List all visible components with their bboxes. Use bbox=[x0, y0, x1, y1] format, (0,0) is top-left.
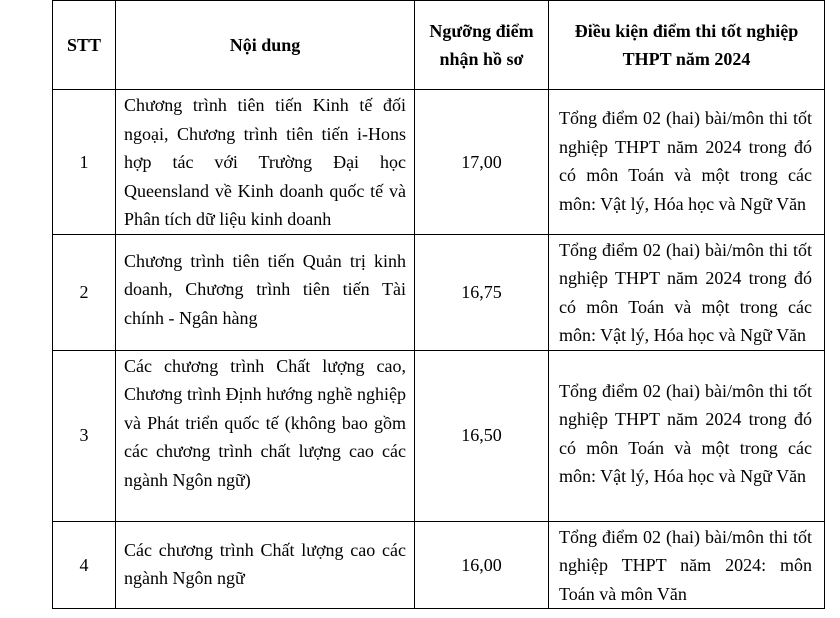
header-content: Nội dung bbox=[116, 1, 415, 90]
row-content: Các chương trình Chất lượng cao các ngành Ngôn ngữ bbox=[116, 521, 415, 609]
header-threshold-label: Ngưỡng điểm nhận hồ sơ bbox=[429, 20, 534, 69]
header-stt: STT bbox=[53, 1, 116, 90]
row-threshold: 16,75 bbox=[415, 234, 549, 350]
row-content: Chương trình tiên tiến Kinh tế đối ngoại, Chương trình tiên tiến i-Hons hợp tác với Trường Đại học Queensland về Kinh doanh quốc tế và Phân tích dữ liệu kinh doanh bbox=[116, 90, 415, 235]
header-condition-label: Điều kiện điểm thi tốt nghiệp THPT năm 2024 bbox=[574, 20, 799, 69]
table-row bbox=[53, 234, 825, 350]
row-condition: Tổng điểm 02 (hai) bài/môn thi tốt nghiệp THPT năm 2024 trong đó có môn Toán và một trong các môn: Vật lý, Hóa học và Ngữ Văn bbox=[549, 350, 825, 521]
admission-threshold-table bbox=[52, 0, 825, 609]
table-row bbox=[53, 90, 825, 235]
row-threshold: 16,50 bbox=[415, 350, 549, 521]
row-stt: 3 bbox=[53, 350, 116, 521]
row-threshold: 16,00 bbox=[415, 521, 549, 609]
row-condition: Tổng điểm 02 (hai) bài/môn thi tốt nghiệp THPT năm 2024 trong đó có môn Toán và một trong các môn: Vật lý, Hóa học và Ngữ Văn bbox=[549, 90, 825, 235]
row-content: Các chương trình Chất lượng cao, Chương trình Định hướng nghề nghiệp và Phát triển quốc tế (không bao gồm các chương trình chất lượng cao các ngành Ngôn ngữ) bbox=[116, 350, 415, 521]
row-stt: 4 bbox=[53, 521, 116, 609]
row-condition: Tổng điểm 02 (hai) bài/môn thi tốt nghiệp THPT năm 2024 trong đó có môn Toán và một trong các môn: Vật lý, Hóa học và Ngữ Văn bbox=[549, 234, 825, 350]
table-row bbox=[53, 350, 825, 521]
row-stt: 2 bbox=[53, 234, 116, 350]
table-row bbox=[53, 521, 825, 609]
header-condition bbox=[549, 1, 825, 90]
header-row bbox=[53, 1, 825, 90]
row-threshold: 17,00 bbox=[415, 90, 549, 235]
row-content: Chương trình tiên tiến Quản trị kinh doanh, Chương trình tiên tiến Tài chính - Ngân hàng bbox=[116, 234, 415, 350]
header-threshold bbox=[415, 1, 549, 90]
row-stt: 1 bbox=[53, 90, 116, 235]
row-condition: Tổng điểm 02 (hai) bài/môn thi tốt nghiệp THPT năm 2024: môn Toán và môn Văn bbox=[549, 521, 825, 609]
